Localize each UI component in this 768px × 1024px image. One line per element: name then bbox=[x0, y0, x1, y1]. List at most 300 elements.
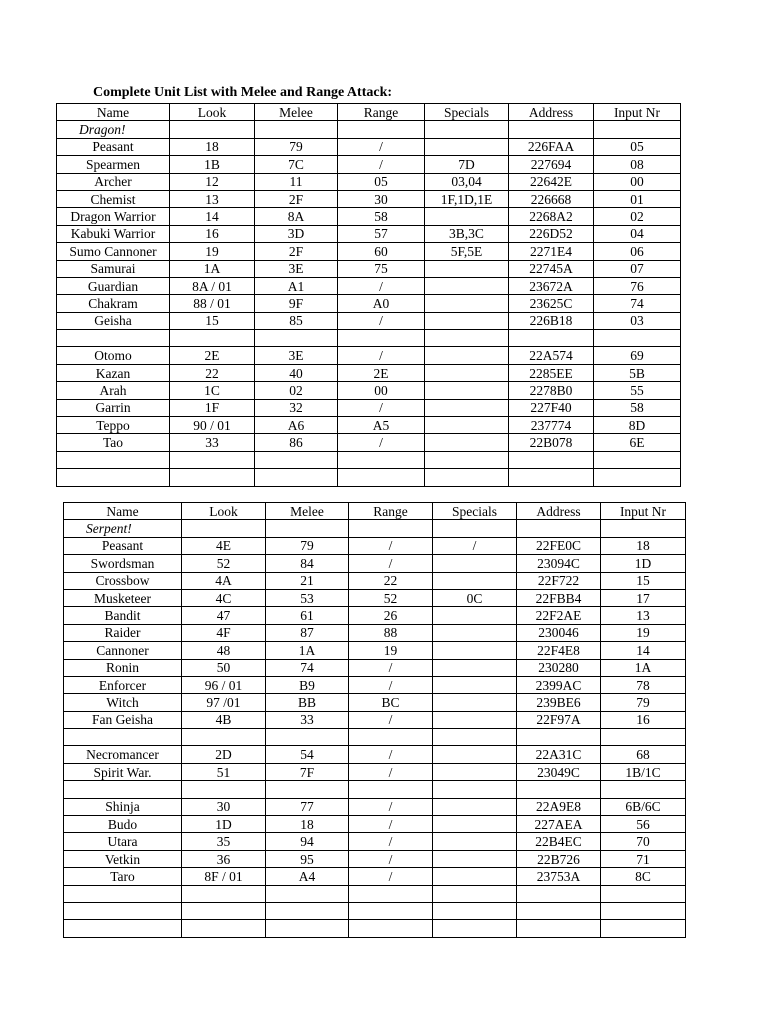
cell-look: 1B bbox=[170, 156, 255, 173]
cell-range: 00 bbox=[338, 382, 425, 399]
cell-specials bbox=[425, 347, 509, 364]
cell-range: / bbox=[338, 434, 425, 451]
cell-address: 227F40 bbox=[509, 399, 594, 416]
cell-name bbox=[64, 920, 182, 937]
table-row bbox=[64, 589, 686, 606]
cell-range bbox=[338, 330, 425, 347]
cell-address bbox=[517, 920, 601, 937]
cell-specials bbox=[433, 746, 517, 763]
cell-specials bbox=[425, 417, 509, 434]
cell-range: A5 bbox=[338, 417, 425, 434]
cell-name: Budo bbox=[64, 816, 182, 833]
column-header-look: Look bbox=[182, 503, 266, 520]
cell-address: 23625C bbox=[509, 295, 594, 312]
cell-melee: 74 bbox=[266, 659, 349, 676]
cell-specials bbox=[433, 624, 517, 641]
cell-address bbox=[509, 121, 594, 138]
cell-name: Kabuki Warrior bbox=[57, 225, 170, 242]
table-row bbox=[64, 746, 686, 763]
cell-input-nr: 71 bbox=[601, 850, 686, 867]
cell-name: Archer bbox=[57, 173, 170, 190]
cell-input-nr: 1A bbox=[601, 659, 686, 676]
cell-melee: 77 bbox=[266, 798, 349, 815]
column-header-range: Range bbox=[349, 503, 433, 520]
cell-range: / bbox=[349, 676, 433, 693]
cell-name: Raider bbox=[64, 624, 182, 641]
cell-specials bbox=[433, 694, 517, 711]
cell-name: Spirit War. bbox=[64, 763, 182, 780]
cell-input-nr: 58 bbox=[594, 399, 681, 416]
cell-address: 23094C bbox=[517, 555, 601, 572]
cell-look: 90 / 01 bbox=[170, 417, 255, 434]
cell-input-nr: 01 bbox=[594, 190, 681, 207]
cell-input-nr: 76 bbox=[594, 277, 681, 294]
cell-name: Peasant bbox=[57, 138, 170, 155]
cell-look: 51 bbox=[182, 763, 266, 780]
cell-input-nr: 56 bbox=[601, 816, 686, 833]
cell-name: Bandit bbox=[64, 607, 182, 624]
cell-input-nr: 5B bbox=[594, 364, 681, 381]
cell-melee: 94 bbox=[266, 833, 349, 850]
cell-melee: B9 bbox=[266, 676, 349, 693]
cell-melee: 7C bbox=[255, 156, 338, 173]
cell-address: 23049C bbox=[517, 763, 601, 780]
cell-specials bbox=[425, 295, 509, 312]
cell-address bbox=[517, 902, 601, 919]
cell-melee: 53 bbox=[266, 589, 349, 606]
cell-look: 15 bbox=[170, 312, 255, 329]
table-row bbox=[57, 260, 681, 277]
cell-melee: 85 bbox=[255, 312, 338, 329]
cell-melee: A6 bbox=[255, 417, 338, 434]
cell-address: 22A574 bbox=[509, 347, 594, 364]
cell-input-nr: 69 bbox=[594, 347, 681, 364]
cell-input-nr bbox=[601, 520, 686, 537]
cell-input-nr: 55 bbox=[594, 382, 681, 399]
cell-address: 226668 bbox=[509, 190, 594, 207]
cell-look: 4A bbox=[182, 572, 266, 589]
cell-input-nr bbox=[594, 121, 681, 138]
cell-melee: 7F bbox=[266, 763, 349, 780]
column-header-look: Look bbox=[170, 104, 255, 121]
cell-look bbox=[182, 902, 266, 919]
cell-input-nr bbox=[601, 729, 686, 746]
cell-melee: 33 bbox=[266, 711, 349, 728]
table-row bbox=[57, 121, 681, 138]
cell-name: Spearmen bbox=[57, 156, 170, 173]
cell-look bbox=[170, 469, 255, 486]
cell-melee bbox=[266, 885, 349, 902]
table-row bbox=[57, 225, 681, 242]
cell-range: 19 bbox=[349, 642, 433, 659]
cell-specials bbox=[433, 729, 517, 746]
cell-range: / bbox=[349, 798, 433, 815]
cell-melee bbox=[255, 121, 338, 138]
table-row bbox=[64, 607, 686, 624]
cell-specials bbox=[425, 399, 509, 416]
cell-address: 22642E bbox=[509, 173, 594, 190]
cell-input-nr: 03 bbox=[594, 312, 681, 329]
cell-name: Sumo Cannoner bbox=[57, 243, 170, 260]
cell-input-nr bbox=[601, 781, 686, 798]
cell-address: 22F722 bbox=[517, 572, 601, 589]
cell-address: 2399AC bbox=[517, 676, 601, 693]
cell-address: 227AEA bbox=[517, 816, 601, 833]
cell-name: Dragon Warrior bbox=[57, 208, 170, 225]
cell-range: / bbox=[349, 850, 433, 867]
table-row bbox=[57, 138, 681, 155]
cell-name: Witch bbox=[64, 694, 182, 711]
cell-look: 36 bbox=[182, 850, 266, 867]
cell-specials bbox=[433, 555, 517, 572]
cell-specials: 03,04 bbox=[425, 173, 509, 190]
cell-address: 22F2AE bbox=[517, 607, 601, 624]
cell-name: Necromancer bbox=[64, 746, 182, 763]
cell-specials bbox=[433, 676, 517, 693]
table-row bbox=[57, 451, 681, 468]
cell-name bbox=[64, 729, 182, 746]
cell-look: 4E bbox=[182, 537, 266, 554]
cell-name: Otomo bbox=[57, 347, 170, 364]
cell-address: 22A9E8 bbox=[517, 798, 601, 815]
cell-name: Vetkin bbox=[64, 850, 182, 867]
table-row bbox=[64, 868, 686, 885]
cell-melee: BB bbox=[266, 694, 349, 711]
cell-address bbox=[509, 451, 594, 468]
cell-look bbox=[182, 729, 266, 746]
cell-name bbox=[64, 902, 182, 919]
table-row bbox=[57, 417, 681, 434]
cell-melee bbox=[266, 729, 349, 746]
cell-range: 22 bbox=[349, 572, 433, 589]
cell-name: Enforcer bbox=[64, 676, 182, 693]
cell-specials bbox=[433, 798, 517, 815]
cell-name bbox=[64, 781, 182, 798]
cell-input-nr: 16 bbox=[601, 711, 686, 728]
cell-specials bbox=[433, 659, 517, 676]
cell-melee: 3D bbox=[255, 225, 338, 242]
cell-range: / bbox=[349, 555, 433, 572]
cell-specials: / bbox=[433, 537, 517, 554]
cell-address: 22F97A bbox=[517, 711, 601, 728]
column-header-specials: Specials bbox=[425, 104, 509, 121]
cell-melee: 3E bbox=[255, 260, 338, 277]
cell-address: 226D52 bbox=[509, 225, 594, 242]
cell-melee: 9F bbox=[255, 295, 338, 312]
table-row bbox=[57, 277, 681, 294]
table-row bbox=[64, 902, 686, 919]
cell-specials bbox=[433, 920, 517, 937]
cell-name: Teppo bbox=[57, 417, 170, 434]
cell-input-nr: 02 bbox=[594, 208, 681, 225]
table-row bbox=[64, 642, 686, 659]
cell-look: 88 / 01 bbox=[170, 295, 255, 312]
cell-specials: 3B,3C bbox=[425, 225, 509, 242]
cell-specials bbox=[425, 138, 509, 155]
cell-look: 8F / 01 bbox=[182, 868, 266, 885]
cell-look: 50 bbox=[182, 659, 266, 676]
cell-look: 48 bbox=[182, 642, 266, 659]
cell-look: 97 /01 bbox=[182, 694, 266, 711]
cell-melee: 40 bbox=[255, 364, 338, 381]
cell-range: / bbox=[338, 156, 425, 173]
page-title: Complete Unit List with Melee and Range Attack: bbox=[93, 85, 393, 100]
cell-melee: 8A bbox=[255, 208, 338, 225]
cell-specials: 7D bbox=[425, 156, 509, 173]
cell-look: 1F bbox=[170, 399, 255, 416]
cell-address bbox=[517, 781, 601, 798]
cell-name: Utara bbox=[64, 833, 182, 850]
cell-look: 13 bbox=[170, 190, 255, 207]
cell-name bbox=[57, 330, 170, 347]
cell-melee: 87 bbox=[266, 624, 349, 641]
cell-range: / bbox=[349, 833, 433, 850]
column-header-range: Range bbox=[338, 104, 425, 121]
cell-name: Peasant bbox=[64, 537, 182, 554]
cell-address: 2271E4 bbox=[509, 243, 594, 260]
cell-input-nr: 6B/6C bbox=[601, 798, 686, 815]
table-row bbox=[64, 781, 686, 798]
cell-name: Chemist bbox=[57, 190, 170, 207]
cell-specials: 1F,1D,1E bbox=[425, 190, 509, 207]
cell-range bbox=[349, 902, 433, 919]
table-row bbox=[64, 833, 686, 850]
cell-input-nr bbox=[594, 330, 681, 347]
cell-range: / bbox=[338, 399, 425, 416]
table-row bbox=[57, 295, 681, 312]
cell-look: 52 bbox=[182, 555, 266, 572]
table-row bbox=[64, 798, 686, 815]
table-row bbox=[57, 382, 681, 399]
cell-input-nr: 17 bbox=[601, 589, 686, 606]
cell-specials bbox=[433, 607, 517, 624]
cell-melee: 61 bbox=[266, 607, 349, 624]
cell-range: / bbox=[349, 537, 433, 554]
cell-specials bbox=[425, 121, 509, 138]
table-row bbox=[57, 243, 681, 260]
cell-input-nr bbox=[594, 469, 681, 486]
table-row bbox=[64, 850, 686, 867]
column-header-specials: Specials bbox=[433, 503, 517, 520]
cell-name bbox=[64, 885, 182, 902]
cell-name: Ronin bbox=[64, 659, 182, 676]
cell-range: 58 bbox=[338, 208, 425, 225]
cell-input-nr: 18 bbox=[601, 537, 686, 554]
cell-address: 2268A2 bbox=[509, 208, 594, 225]
cell-address bbox=[509, 330, 594, 347]
cell-look bbox=[182, 885, 266, 902]
cell-range: / bbox=[349, 711, 433, 728]
cell-melee: 3E bbox=[255, 347, 338, 364]
cell-address: 2278B0 bbox=[509, 382, 594, 399]
cell-range: / bbox=[338, 347, 425, 364]
cell-specials bbox=[425, 277, 509, 294]
cell-melee: A1 bbox=[255, 277, 338, 294]
cell-range: 60 bbox=[338, 243, 425, 260]
cell-melee: 54 bbox=[266, 746, 349, 763]
cell-address bbox=[509, 469, 594, 486]
table-row bbox=[64, 676, 686, 693]
cell-name: Swordsman bbox=[64, 555, 182, 572]
table-row bbox=[64, 520, 686, 537]
table-row bbox=[64, 816, 686, 833]
cell-melee: 2F bbox=[255, 190, 338, 207]
table-row bbox=[57, 399, 681, 416]
cell-melee bbox=[255, 451, 338, 468]
cell-address: 227694 bbox=[509, 156, 594, 173]
table-row bbox=[57, 347, 681, 364]
table-row bbox=[57, 312, 681, 329]
cell-look: 4B bbox=[182, 711, 266, 728]
header-row bbox=[57, 104, 681, 121]
cell-look: 1D bbox=[182, 816, 266, 833]
cell-range: 2E bbox=[338, 364, 425, 381]
dragon-unit-table bbox=[56, 103, 681, 487]
cell-input-nr: 74 bbox=[594, 295, 681, 312]
cell-melee bbox=[255, 469, 338, 486]
cell-melee: 02 bbox=[255, 382, 338, 399]
cell-input-nr: 68 bbox=[601, 746, 686, 763]
cell-range bbox=[349, 920, 433, 937]
column-header-address: Address bbox=[509, 104, 594, 121]
cell-specials: 0C bbox=[433, 589, 517, 606]
cell-look: 47 bbox=[182, 607, 266, 624]
cell-specials bbox=[433, 850, 517, 867]
cell-melee bbox=[255, 330, 338, 347]
table-row bbox=[57, 208, 681, 225]
table-row bbox=[64, 763, 686, 780]
cell-input-nr: 6E bbox=[594, 434, 681, 451]
cell-range bbox=[338, 121, 425, 138]
cell-look: 4F bbox=[182, 624, 266, 641]
cell-range: 57 bbox=[338, 225, 425, 242]
cell-input-nr bbox=[594, 451, 681, 468]
cell-look: 2E bbox=[170, 347, 255, 364]
cell-melee: 18 bbox=[266, 816, 349, 833]
column-header-melee: Melee bbox=[255, 104, 338, 121]
cell-address: 22B4EC bbox=[517, 833, 601, 850]
table-row bbox=[57, 434, 681, 451]
cell-input-nr: 8D bbox=[594, 417, 681, 434]
cell-input-nr: 13 bbox=[601, 607, 686, 624]
cell-melee: 79 bbox=[255, 138, 338, 155]
cell-melee bbox=[266, 520, 349, 537]
cell-melee: 32 bbox=[255, 399, 338, 416]
cell-input-nr: 07 bbox=[594, 260, 681, 277]
cell-name bbox=[57, 469, 170, 486]
cell-specials bbox=[425, 434, 509, 451]
cell-range: / bbox=[349, 816, 433, 833]
cell-name: Kazan bbox=[57, 364, 170, 381]
cell-name: Musketeer bbox=[64, 589, 182, 606]
cell-input-nr: 15 bbox=[601, 572, 686, 589]
cell-name: Taro bbox=[64, 868, 182, 885]
cell-look: 2D bbox=[182, 746, 266, 763]
cell-input-nr bbox=[601, 902, 686, 919]
group-label: Dragon! bbox=[57, 121, 170, 138]
cell-look: 12 bbox=[170, 173, 255, 190]
cell-specials bbox=[425, 451, 509, 468]
cell-range: / bbox=[349, 659, 433, 676]
cell-melee: 2F bbox=[255, 243, 338, 260]
cell-range: 05 bbox=[338, 173, 425, 190]
cell-name: Geisha bbox=[57, 312, 170, 329]
cell-name: Fan Geisha bbox=[64, 711, 182, 728]
cell-input-nr: 70 bbox=[601, 833, 686, 850]
cell-melee: 11 bbox=[255, 173, 338, 190]
cell-range: / bbox=[338, 312, 425, 329]
cell-name: Guardian bbox=[57, 277, 170, 294]
cell-input-nr bbox=[601, 920, 686, 937]
cell-range: / bbox=[349, 868, 433, 885]
column-header-input-nr: Input Nr bbox=[594, 104, 681, 121]
cell-look bbox=[182, 920, 266, 937]
table-row bbox=[64, 572, 686, 589]
cell-look bbox=[170, 121, 255, 138]
cell-specials bbox=[425, 312, 509, 329]
cell-range: / bbox=[338, 138, 425, 155]
cell-look bbox=[182, 520, 266, 537]
cell-range: / bbox=[338, 277, 425, 294]
cell-range bbox=[349, 520, 433, 537]
cell-look: 96 / 01 bbox=[182, 676, 266, 693]
cell-name: Garrin bbox=[57, 399, 170, 416]
table-row bbox=[64, 729, 686, 746]
table-row bbox=[64, 537, 686, 554]
cell-input-nr: 08 bbox=[594, 156, 681, 173]
cell-specials bbox=[433, 885, 517, 902]
cell-melee bbox=[266, 920, 349, 937]
table-row bbox=[57, 364, 681, 381]
cell-look: 19 bbox=[170, 243, 255, 260]
cell-specials bbox=[433, 868, 517, 885]
cell-look: 33 bbox=[170, 434, 255, 451]
column-header-name: Name bbox=[57, 104, 170, 121]
cell-specials bbox=[433, 816, 517, 833]
cell-melee: 21 bbox=[266, 572, 349, 589]
cell-specials bbox=[433, 833, 517, 850]
cell-range: 88 bbox=[349, 624, 433, 641]
cell-specials bbox=[433, 711, 517, 728]
cell-input-nr: 00 bbox=[594, 173, 681, 190]
cell-address: 2285EE bbox=[509, 364, 594, 381]
table-row bbox=[57, 190, 681, 207]
cell-name: Arah bbox=[57, 382, 170, 399]
cell-look: 18 bbox=[170, 138, 255, 155]
cell-range bbox=[349, 885, 433, 902]
cell-address: 22FE0C bbox=[517, 537, 601, 554]
cell-range: / bbox=[349, 746, 433, 763]
group-label: Serpent! bbox=[64, 520, 182, 537]
cell-input-nr: 78 bbox=[601, 676, 686, 693]
cell-look: 35 bbox=[182, 833, 266, 850]
cell-look: 14 bbox=[170, 208, 255, 225]
cell-melee: 1A bbox=[266, 642, 349, 659]
cell-specials bbox=[433, 781, 517, 798]
cell-address: 22745A bbox=[509, 260, 594, 277]
cell-input-nr: 05 bbox=[594, 138, 681, 155]
cell-look: 8A / 01 bbox=[170, 277, 255, 294]
cell-look: 1C bbox=[170, 382, 255, 399]
cell-specials bbox=[433, 572, 517, 589]
cell-melee: 79 bbox=[266, 537, 349, 554]
cell-address bbox=[517, 885, 601, 902]
cell-input-nr bbox=[601, 885, 686, 902]
cell-melee: 95 bbox=[266, 850, 349, 867]
cell-look bbox=[182, 781, 266, 798]
cell-range: 75 bbox=[338, 260, 425, 277]
table-row bbox=[57, 469, 681, 486]
